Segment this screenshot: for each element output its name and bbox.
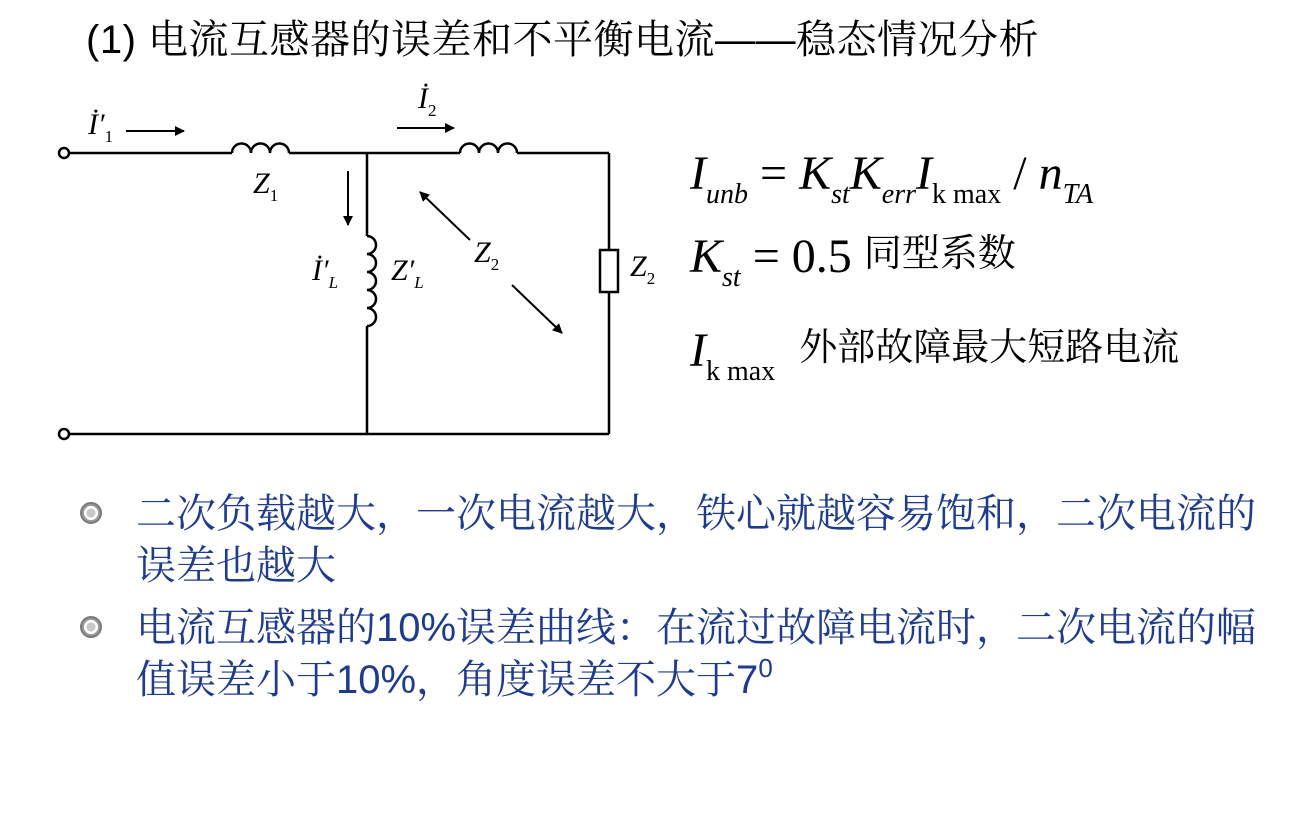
bullet-text-1: 二次负载越大，一次电流越大，铁心就越容易饱和，二次电流的误差也越大 <box>136 492 1256 588</box>
inductor-z1 <box>232 144 289 154</box>
arrow-z2-down <box>512 285 562 333</box>
inductor-z2-top <box>460 144 517 154</box>
label-i1: $İ'_1$ <box>88 108 114 146</box>
bullet-item-1 <box>80 488 1295 592</box>
terminal-top <box>59 148 69 158</box>
bullet-icon <box>80 502 102 524</box>
label-z2-mid: $Z_2$ <box>474 236 500 274</box>
slide-title: (1) 电流互感器的误差和不平衡电流——稳态情况分析 <box>86 18 1039 62</box>
bullet-item-2 <box>80 602 1295 706</box>
equation-kst: $K_{st} = 0.5$ 同型系数 <box>690 230 1016 293</box>
equation-unbalanced-current: $I_{unb} = K_{st}K_{err}I_{k max} / n_{TA}$ <box>690 147 1094 210</box>
label-zl: $Z'_L$ <box>391 254 424 292</box>
bullet-icon <box>80 616 102 638</box>
bullet-text-2: 电流互感器的10%误差曲线：在流过故障电流时，二次电流的幅值误差小于10%，角度误差不大于$7^0$ <box>136 606 1257 702</box>
terminal-bottom <box>59 429 69 439</box>
arrow-z2-up <box>420 192 470 240</box>
label-il: $İ'_L$ <box>312 254 339 292</box>
inductor-zl <box>367 236 376 326</box>
equivalent-circuit-diagram <box>0 0 680 450</box>
label-z2-right: $Z_2$ <box>630 250 656 288</box>
resistor-z2 <box>600 250 618 292</box>
label-z1: $Z_1$ <box>253 167 279 205</box>
bullet-list <box>80 488 1295 716</box>
equation-ikmax: $I_{k max}$ 外部故障最大短路电流 <box>690 324 1180 387</box>
label-i2: $İ_2$ <box>418 82 437 120</box>
